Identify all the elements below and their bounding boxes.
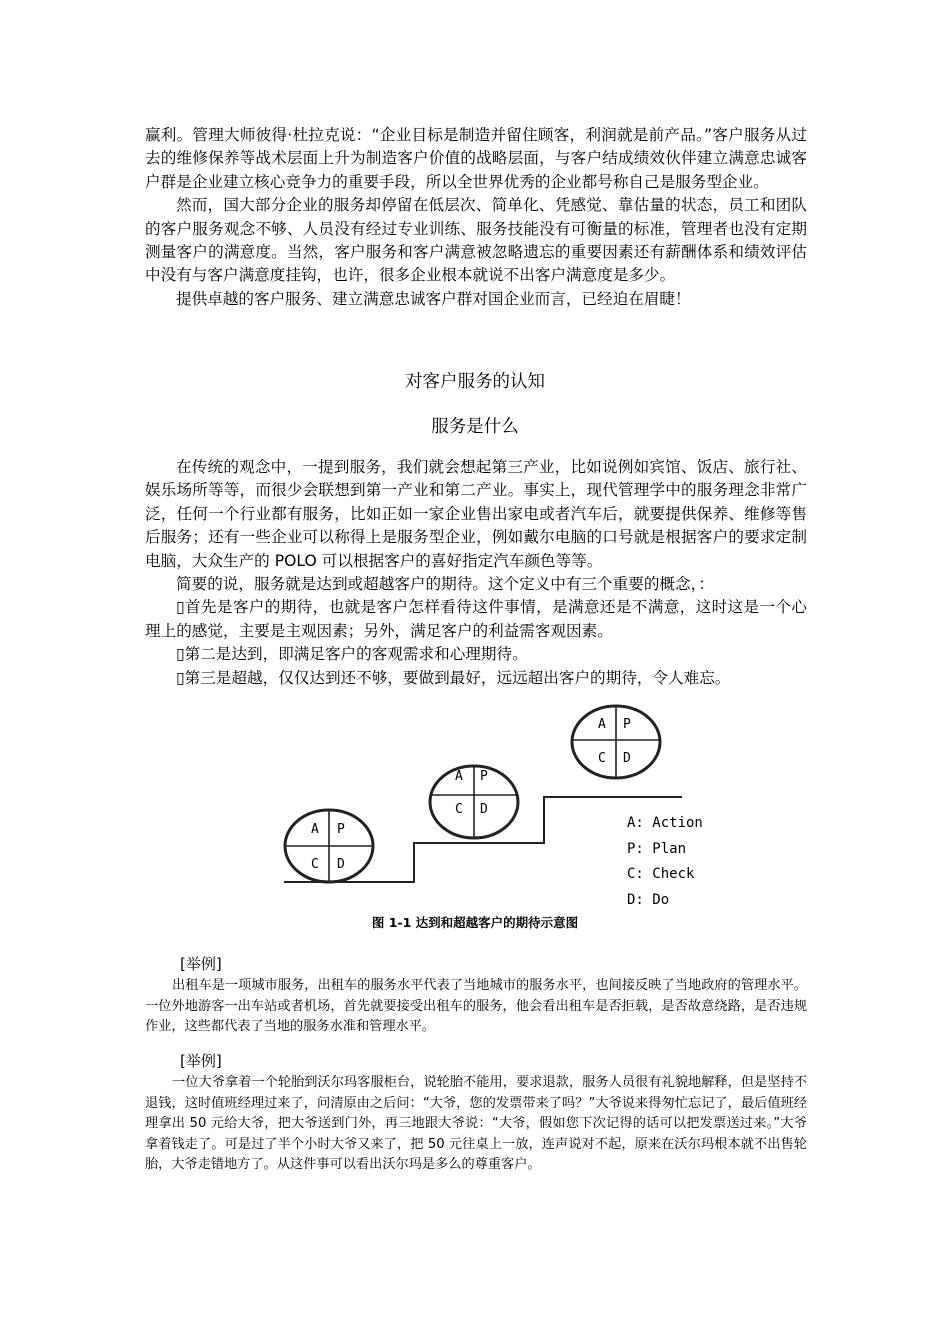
section-heading-what-is-service: 服务是什么 bbox=[431, 417, 519, 437]
service-point-2 bbox=[145, 643, 807, 666]
service-paragraph-2: 简要的说，服务就是达到或超越客户的期待。这个定义中有三个重要的概念，： bbox=[176, 575, 714, 594]
intro-paragraph-1: 赢利。管理大师彼得·杜拉克说：“企业目标是制造并留住顾客，利润就是前产品。”客户服务从过去的维修保养等战术层面上升为制造客户价值的战略层面，与客户结成绩效伙伴建立满意忠诚客户群是企业建立核心竞争力的重要手段，所以全世界优秀的企业都号称自己是服务型企业。 bbox=[145, 126, 807, 191]
pdca-letter-a: A bbox=[598, 717, 606, 732]
pdca-letter-a: A bbox=[455, 769, 463, 784]
example-block-2 bbox=[145, 1073, 807, 1176]
service-point-2-text: 第二是达到，即满足客户的客观需求和心理期待。 bbox=[184, 645, 528, 664]
service-point-1-text: 首先是客户的期待，也就是客户怎样看待这件事情，是满意还是不满意，这时这是一个心理上的感觉，主要是主观因素；另外，满足客户的利益需客观因素。 bbox=[145, 598, 807, 640]
bullet-box-icon: ▯ bbox=[176, 645, 185, 664]
legend-check: C: Check bbox=[627, 866, 695, 882]
example-text-2: 一位大爷拿着一个轮胎到沃尔玛客服柜台，说轮胎不能用，要求退款，服务人员很有礼貌地解释，但是坚持不退钱，这时值班经理过来了，问清原由之后问：“大爷，您的发票带来了吗？”大爷说来得匆忙忘记了，最后值班经理拿出 50 元给大爷，把大爷送到门外，再三地跟大爷说：“大爷，假如您下次记得的话可以把发票送过来。”大爷拿着钱走了。可是过了半个小时大爷又来了，把 50 元往桌上一放，连声说对不起，原来在沃尔玛根本就不出售轮胎，大爷走错地方了。从这件事可以看出沃尔玛是多么的尊重客户。 bbox=[145, 1075, 807, 1172]
legend-action: A: Action bbox=[627, 815, 703, 831]
example-label-1: [举例] bbox=[180, 955, 222, 973]
example-text-1: 出租车是一项城市服务，出租车的服务水平代表了当地城市的服务水平，也间接反映了当地政府的管理水平。一位外地游客一出车站或者机场，首先就要接受出租车的服务，他会看出租车是否拒载，是否故意绕路，是否违规作业，这些都代表了当地的服务水准和管理水平。 bbox=[145, 978, 807, 1034]
pdca-staircase-diagram bbox=[282, 700, 722, 912]
pdca-letter-d: D bbox=[480, 802, 488, 817]
pdca-circle-step-2 bbox=[430, 766, 518, 838]
pdca-letter-d: D bbox=[623, 751, 631, 766]
intro-paragraph-3: 提供卓越的客户服务、建立满意忠诚客户群对国企业而言，已经迫在眉睫！ bbox=[176, 289, 691, 308]
service-paragraph-1: 在传统的观念中，一提到服务，我们就会想起第三产业，比如说例如宾馆、饭店、旅行社、娱乐场所等等，而很少会联想到第一产业和第二产业。事实上，现代管理学中的服务理念非常广泛，任何一个行业都有服务，比如正如一家企业售出家电或者汽车后，就要提供保养、维修等售后服务；还有一些企业可以称得上是服务型企业，例如戴尔电脑的口号就是根据客户的要求定制电脑，大众生产的 POLO 可以根据客户的喜好指定汽车颜色等等。 bbox=[145, 458, 807, 570]
bullet-box-icon: ▯ bbox=[176, 598, 185, 617]
example-label-2: [举例] bbox=[180, 1052, 222, 1070]
pdca-letter-a: A bbox=[311, 822, 319, 837]
service-point-3-text: 第三是超越，仅仅达到还不够，要做到最好，远远超出客户的期待，令人难忘。 bbox=[184, 668, 731, 687]
legend-do: D: Do bbox=[627, 892, 670, 908]
intro-paragraph-2: 然而，国大部分企业的服务却停留在低层次、简单化、凭感觉、靠估量的状态，员工和团队的客户服务观念不够、人员没有经过专业训练、服务技能没有可衡量的标准，管理者也没有定期测量客户的满意度。当然，客户服务和客户满意被忽略遗忘的重要因素还有薪酬体系和绩效评估中没有与客户满意度挂钩，也许，很多企业根本就说不出客户满意度是多少。 bbox=[145, 196, 807, 285]
pdca-letter-p: P bbox=[623, 717, 631, 732]
pdca-letter-c: C bbox=[598, 751, 606, 766]
example-block-1 bbox=[145, 976, 807, 1038]
service-section bbox=[145, 456, 807, 690]
bullet-box-icon: ▯ bbox=[176, 668, 185, 687]
pdca-circle-step-1 bbox=[285, 810, 373, 882]
service-point-1 bbox=[145, 596, 807, 643]
pdca-circle-step-3 bbox=[572, 706, 660, 778]
pdca-letter-c: C bbox=[311, 857, 319, 872]
pdca-letter-p: P bbox=[337, 822, 345, 837]
pdca-letter-p: P bbox=[480, 769, 488, 784]
pdca-letter-c: C bbox=[455, 802, 463, 817]
pdca-letter-d: D bbox=[337, 857, 345, 872]
section-heading-customer-service: 对客户服务的认知 bbox=[405, 372, 545, 392]
legend-plan: P: Plan bbox=[627, 841, 687, 857]
figure-caption: 图 1-1 达到和超越客户的期待示意图 bbox=[371, 915, 579, 930]
service-point-3 bbox=[145, 667, 807, 690]
intro-section bbox=[145, 124, 807, 311]
